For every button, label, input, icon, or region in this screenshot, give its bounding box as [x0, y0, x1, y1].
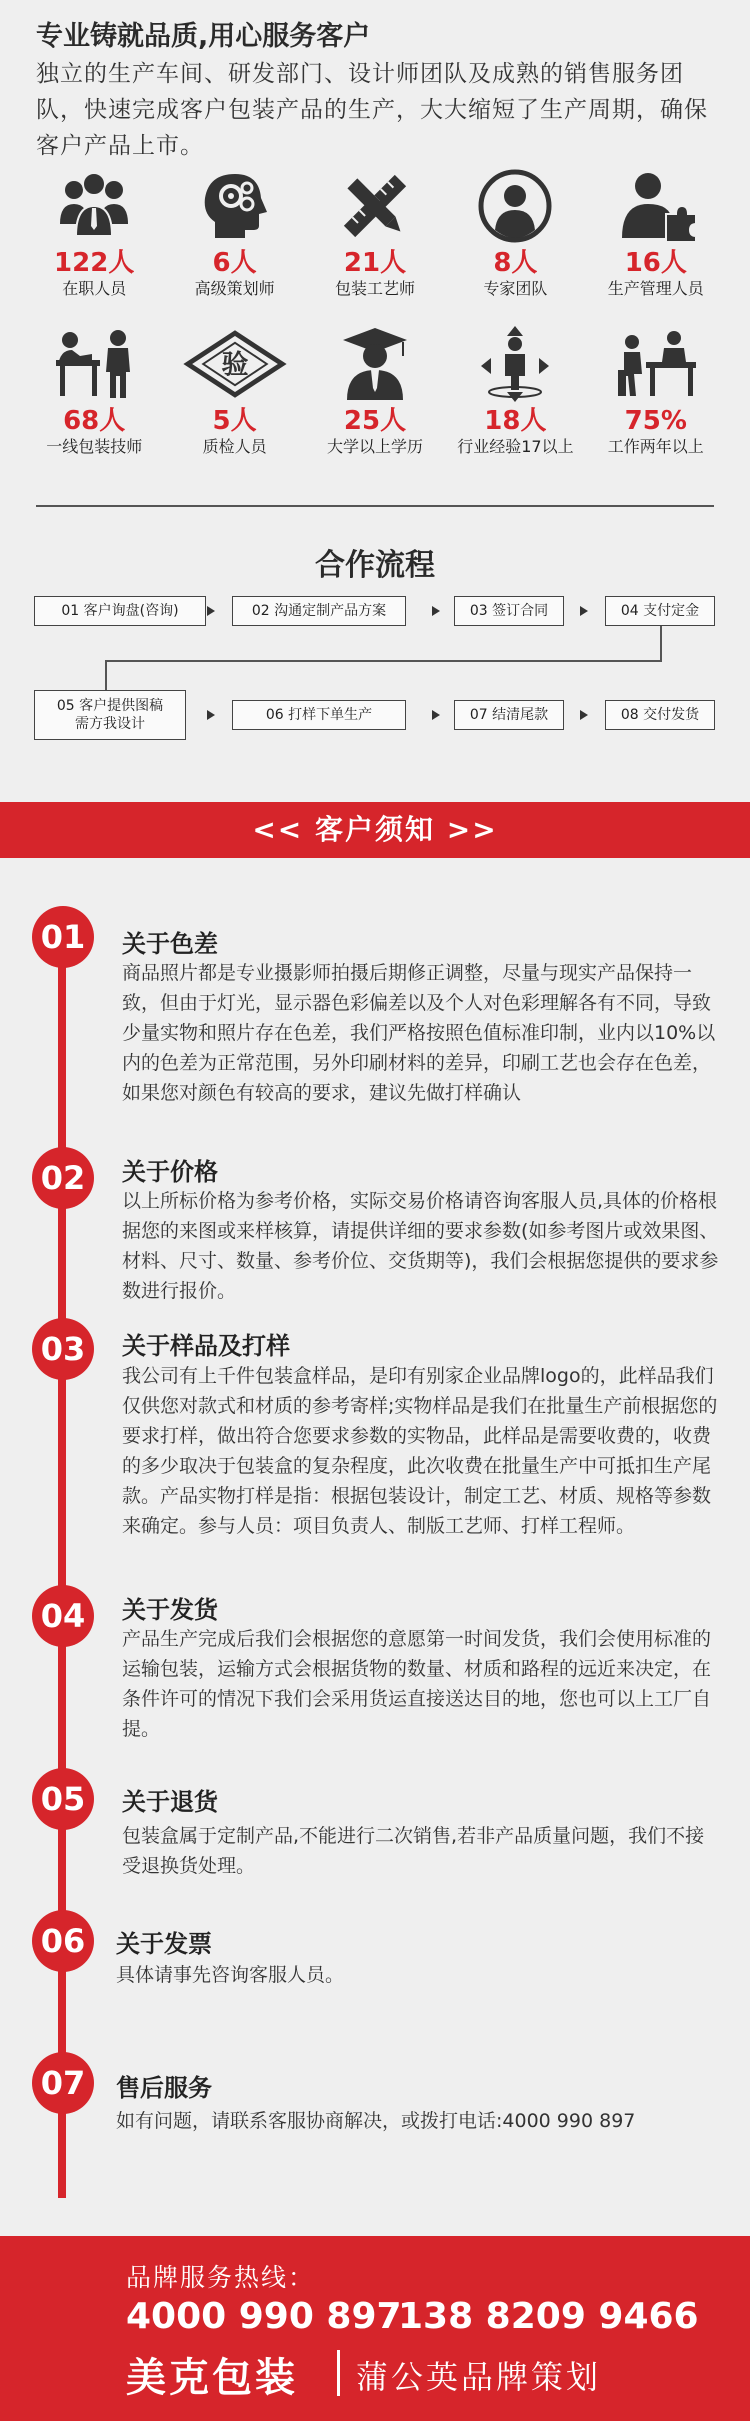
arrow-icon [432, 710, 440, 720]
stat-item [24, 168, 164, 316]
worker-desk-icon [52, 326, 136, 402]
stat-item [305, 168, 445, 316]
stat-number: 25人 [343, 406, 407, 436]
flow-step-03 [454, 596, 564, 626]
section-title: 关于价格 [122, 1158, 218, 1186]
step-sublabel: 需方我设计 [75, 716, 145, 732]
section-title: 关于色差 [122, 930, 218, 958]
stat-item [24, 326, 164, 474]
flow-step-08 [605, 700, 715, 730]
brain-gear-icon [193, 168, 277, 244]
step-label: 04 支付定金 [620, 603, 700, 619]
step-label: 05 客户提供图稿 [56, 698, 164, 714]
arrow-icon [432, 606, 440, 616]
stat-label: 在职人员 [62, 279, 127, 298]
stat-label: 生产管理人员 [607, 279, 704, 298]
number-badge: 04 [32, 1585, 94, 1647]
section-title: 关于退货 [122, 1788, 218, 1816]
section-title: 关于发票 [116, 1930, 212, 1958]
stat-item [445, 326, 585, 474]
divider [36, 505, 714, 507]
stat-number: 122人 [54, 248, 135, 278]
number-badge: 01 [32, 906, 94, 968]
step-label: 06 打样下单生产 [265, 707, 373, 723]
stat-label: 大学以上学历 [326, 437, 423, 456]
inspection-stamp-icon [182, 326, 288, 402]
section-body: 我公司有上千件包装盒样品，是印有别家企业品牌logo的，此样品我们仅供您对款式和材质的参考寄样;实物样品是我们在批量生产前根据您的要求打样，做出符合您要求参数的实物品，此样品是需要收费的，收费的多少取决于包装盒的复杂程度，此次收费在批量生产中可抵扣生产尾款。产品实物打样是指：根据包装设计，制定工艺、材质、规格等参数来确定。参与人员：项目负责人、制版工艺师、打样工程师。 [122, 1365, 718, 1537]
stat-number: 18人 [484, 406, 547, 436]
flow-step-05 [34, 690, 186, 740]
stat-label: 行业经验17以上 [457, 437, 574, 456]
graduate-icon [333, 326, 417, 402]
number-badge: 05 [32, 1768, 94, 1830]
team-icon [52, 168, 136, 244]
flow-connector [105, 660, 662, 662]
arrow-icon [580, 606, 588, 616]
stat-item [164, 326, 304, 474]
number-badge: 07 [32, 2052, 94, 2114]
arrow-icon [207, 606, 215, 616]
flow-step-07 [454, 700, 564, 730]
meeting-table-icon [614, 326, 698, 402]
section-title: 售后服务 [116, 2074, 212, 2102]
hotline-label: 品牌服务热线： [126, 2263, 316, 2292]
stat-item [164, 168, 304, 316]
step-label: 02 沟通定制产品方案 [251, 603, 387, 619]
stat-label: 质检人员 [202, 437, 267, 456]
step-label: 07 结清尾款 [469, 707, 549, 723]
section-body: 具体请事先咨询客服人员。 [116, 1964, 345, 1986]
stat-item [586, 326, 726, 474]
flow-step-01 [34, 596, 206, 626]
flow-connector [660, 626, 662, 661]
expert-person-icon [473, 168, 557, 244]
timeline-line [58, 930, 66, 2198]
stat-number: 21人 [343, 248, 407, 278]
arrow-icon [580, 710, 588, 720]
intro-text: 独立的生产车间、研发部门、设计师团队及成熟的销售服务团队，快速完成客户包装产品的生产，大大缩短了生产周期，确保客户产品上市。 [36, 61, 708, 159]
notice-banner: << 客户须知 >> [0, 802, 750, 858]
stat-label: 包装工艺师 [334, 279, 415, 298]
stamp-text: 验 [221, 349, 249, 381]
flow-connector [105, 660, 107, 690]
stat-number: 16人 [624, 248, 687, 278]
stat-label: 一线包装技师 [46, 437, 143, 456]
stat-number: 75% [624, 406, 687, 436]
section-title: 关于样品及打样 [122, 1332, 290, 1360]
section-body: 商品照片都是专业摄影师拍摄后期修正调整，尽量与现实产品保持一致，但由于灯光，显示器色彩偏差以及个人对色彩理解各有不同，导致少量实物和照片存在色差，我们严格按照色值标准印制，业内以10%以内的色差为正常范围，另外印刷材料的差异，印刷工艺也会存在色差，如果您对颜色有较高的要求，建议先做打样确认 [122, 962, 716, 1104]
stat-label: 高级策划师 [194, 279, 275, 298]
hotline-phone-1[interactable]: 4000 990 897 [126, 2296, 402, 2337]
stat-item [586, 168, 726, 316]
brand-logo: 美克包装 [126, 2355, 298, 2401]
flow-step-04 [605, 596, 715, 626]
stats-grid [24, 168, 726, 474]
stat-item [305, 326, 445, 474]
stat-number: 5人 [212, 406, 257, 436]
section-body: 以上所标价格为参考价格，实际交易价格请咨询客服人员,具体的价格根据您的来图或来样核算，请提供详细的要求参数(如参考图片或效果图、材料、尺寸、数量、参考价位、交货期等)，我们会根据您提供的要求参数进行报价。 [122, 1190, 719, 1302]
number-badge: 03 [32, 1318, 94, 1380]
flow-title: 合作流程 [315, 548, 435, 583]
experience-arrows-icon [473, 326, 557, 402]
flow-step-02 [232, 596, 406, 626]
hotline-phone-2[interactable]: 138 8209 9466 [398, 2296, 699, 2337]
stat-label: 专家团队 [483, 279, 548, 298]
page-title: 专业铸就品质,用心服务客户 [36, 21, 371, 52]
arrow-icon [207, 710, 215, 720]
stat-number: 8人 [493, 248, 538, 278]
flow-step-06 [232, 700, 406, 730]
pencil-ruler-icon [333, 168, 417, 244]
section-body: 如有问题，请联系客服协商解决，或拨打电话:4000 990 897 [116, 2110, 636, 2132]
number-badge: 06 [32, 1910, 94, 1972]
stat-number: 68人 [63, 406, 126, 436]
section-body: 产品生产完成后我们会根据您的意愿第一时间发货，我们会使用标准的运输包装，运输方式会根据货物的数量、材质和路程的远近来决定，在条件许可的情况下我们会采用货运直接送达目的地，您也可以上工厂自提。 [122, 1628, 712, 1740]
manager-puzzle-icon [614, 168, 698, 244]
stat-item [445, 168, 585, 316]
step-label: 08 交付发货 [620, 707, 700, 723]
step-label: 01 客户询盘(咨询) [61, 603, 179, 619]
section-body: 包装盒属于定制产品,不能进行二次销售,若非产品质量问题，我们不接受退换货处理。 [122, 1825, 705, 1877]
number-badge: 02 [32, 1147, 94, 1209]
brand-subtitle: 蒲公英品牌策划 [356, 2358, 602, 2396]
step-label: 03 签订合同 [469, 603, 549, 619]
brand-divider [337, 2350, 340, 2396]
section-title: 关于发货 [122, 1596, 218, 1624]
stat-number: 6人 [212, 248, 257, 278]
stat-label: 工作两年以上 [607, 437, 704, 456]
